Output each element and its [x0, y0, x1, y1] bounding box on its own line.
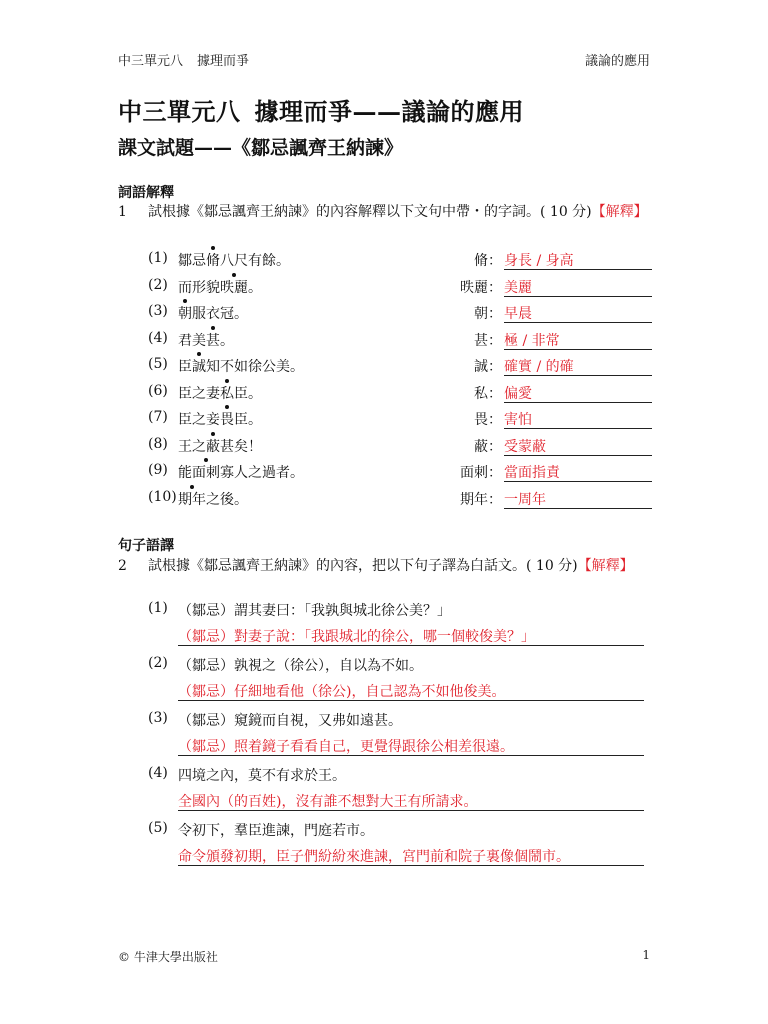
section-heading-vocab: 詞語解釋 — [118, 185, 174, 201]
answer-field[interactable]: 極 / 非常 — [504, 330, 652, 350]
running-header-right: 議論的應用 — [584, 54, 650, 69]
question-instruction: 試根據《鄒忌諷齊王納諫》的內容，把以下句子譯為白話文。( 10 分) — [148, 558, 578, 574]
target-word: 私： — [474, 385, 502, 402]
item-sentence — [178, 330, 234, 350]
vocab-item — [148, 330, 652, 354]
sentence-post: 知不如徐公美。 — [206, 359, 304, 375]
dotted-word: 面刺 — [192, 462, 220, 482]
item-sentence: 令初下，羣臣進諫，門庭若市。 — [178, 823, 374, 839]
sentence-pre: 君美 — [178, 332, 206, 349]
answer-field[interactable]: 偏愛 — [504, 383, 652, 403]
item-number: (5) — [148, 820, 168, 836]
target-word: 畏： — [474, 412, 502, 428]
running-header-left — [118, 50, 249, 69]
sentence-post: 。 — [220, 332, 234, 349]
vocab-item — [148, 356, 652, 380]
dotted-word: 朝 — [178, 303, 192, 323]
answer-field[interactable]: 害怕 — [504, 409, 652, 429]
vocab-item — [148, 436, 652, 460]
answer-field[interactable]: 全國內（的百姓)，沒有誰不想對大王有所請求。 — [178, 791, 644, 811]
sentence-post: 。 — [248, 279, 262, 296]
item-number: (6) — [148, 382, 168, 399]
vocab-item — [148, 277, 652, 301]
question-1 — [118, 200, 652, 225]
sentence-post: 服衣冠。 — [192, 306, 248, 322]
target-word: 期年： — [460, 491, 502, 508]
target-word: 誠： — [474, 359, 502, 375]
answer-field[interactable]: 受蒙蔽 — [504, 436, 652, 456]
answer-field[interactable]: （鄒忌）仔細地看他（徐公)，自己認為不如他俊美。 — [178, 681, 644, 701]
item-sentence — [178, 383, 262, 403]
vocab-item — [148, 489, 652, 513]
header-unit: 中三單元八 — [118, 54, 184, 69]
dotted-word: 昳麗 — [220, 277, 248, 297]
question-number: 1 — [118, 204, 127, 220]
item-sentence — [178, 356, 304, 376]
question-text — [148, 554, 652, 579]
vocab-item — [148, 250, 652, 274]
item-sentence: （鄒忌）謂其妻曰：「我孰與城北徐公美？」 — [178, 603, 451, 619]
answer-field[interactable]: 確實 / 的確 — [504, 356, 652, 376]
sentence-post: 之後。 — [206, 491, 248, 508]
item-number: (3) — [148, 303, 168, 319]
question-tag: 【解釋】 — [591, 204, 648, 220]
item-number: (1) — [148, 250, 168, 266]
sentence-post: 臣。 — [234, 385, 262, 402]
item-sentence — [178, 489, 248, 509]
question-tag: 【解釋】 — [577, 558, 634, 574]
dotted-word: 畏 — [220, 409, 234, 429]
item-number: (5) — [148, 356, 168, 372]
target-word: 昳麗： — [460, 279, 502, 296]
target-word: 蔽： — [474, 438, 502, 455]
answer-field[interactable]: 美麗 — [504, 277, 652, 297]
copyright-footer: © 牛津大學出版社 — [118, 950, 218, 964]
sentence-pre: 而形貌 — [178, 279, 220, 296]
sentence-pre: 能 — [178, 465, 192, 481]
answer-field[interactable]: 早晨 — [504, 303, 652, 323]
item-sentence: 四境之內，莫不有求於王。 — [178, 768, 346, 784]
sentence-post: 寡人之過者。 — [220, 465, 304, 481]
answer-field[interactable]: （鄒忌）對妻子說：「我跟城北的徐公，哪一個較俊美？」 — [178, 626, 644, 646]
header-topic: 據理而爭 — [197, 54, 250, 69]
sentence-pre: 臣之妾 — [178, 412, 220, 428]
item-number: (9) — [148, 462, 168, 478]
sentence-pre: 王之 — [178, 438, 206, 455]
sentence-post: 八尺有餘。 — [220, 253, 290, 269]
sentence-pre: 鄒忌 — [178, 253, 206, 269]
question-text — [148, 200, 652, 225]
dotted-word: 蔽 — [206, 436, 220, 456]
item-number: (2) — [148, 655, 168, 671]
page-title — [118, 92, 524, 127]
dotted-word: 誠 — [192, 356, 206, 376]
item-sentence — [178, 277, 262, 297]
sentence-pre: 臣之妻 — [178, 385, 220, 402]
item-number: (7) — [148, 409, 168, 425]
answer-field[interactable]: （鄒忌）照着鏡子看看自己，更覺得跟徐公相差很遠。 — [178, 736, 644, 756]
answer-field[interactable]: 命令頒發初期，臣子們紛紛來進諫，宮門前和院子裏像個鬧市。 — [178, 846, 644, 866]
vocab-item — [148, 409, 652, 433]
question-2 — [118, 554, 652, 579]
item-sentence — [178, 303, 248, 323]
question-number: 2 — [118, 558, 127, 574]
page-title-unit: 中三單元八 — [118, 97, 241, 126]
section-heading-translation: 句子語譯 — [118, 538, 174, 554]
item-number: (3) — [148, 710, 168, 726]
target-word: 甚： — [474, 332, 502, 349]
item-sentence — [178, 462, 304, 482]
page-title-topic: 據理而爭——議論的應用 — [254, 97, 524, 126]
item-sentence — [178, 250, 290, 270]
item-number: (1) — [148, 600, 168, 616]
dotted-word: 甚 — [206, 330, 220, 350]
page-number: 1 — [642, 948, 650, 962]
target-word: 面刺： — [460, 465, 502, 481]
page-subtitle: 課文試題——《鄒忌諷齊王納諫》 — [118, 137, 404, 159]
answer-field[interactable]: 當面指責 — [504, 462, 652, 482]
sentence-post: 臣。 — [234, 412, 262, 428]
answer-field[interactable]: 一周年 — [504, 489, 652, 509]
dotted-word: 脩 — [206, 250, 220, 270]
sentence-pre: 臣 — [178, 359, 192, 375]
item-number: (2) — [148, 276, 168, 293]
answer-field[interactable]: 身長 / 身高 — [504, 250, 652, 270]
vocab-item — [148, 462, 652, 486]
item-number: (10) — [148, 488, 177, 505]
item-number: (8) — [148, 435, 168, 452]
vocab-item — [148, 383, 652, 407]
item-sentence: （鄒忌）孰視之（徐公），自以為不如。 — [178, 658, 423, 674]
target-word: 朝： — [474, 306, 502, 322]
dotted-word: 私 — [220, 383, 234, 403]
item-number: (4) — [148, 765, 168, 781]
item-sentence: （鄒忌）窺鏡而自視，又弗如遠甚。 — [178, 713, 402, 729]
sentence-post: 甚矣！ — [220, 438, 262, 455]
item-sentence — [178, 409, 262, 429]
item-sentence — [178, 436, 262, 456]
item-number: (4) — [148, 329, 168, 346]
question-instruction: 試根據《鄒忌諷齊王納諫》的內容解釋以下文句中帶・的字詞。( 10 分) — [148, 204, 592, 220]
target-word: 脩： — [474, 253, 502, 269]
dotted-word: 期年 — [178, 489, 206, 509]
vocab-item — [148, 303, 652, 327]
